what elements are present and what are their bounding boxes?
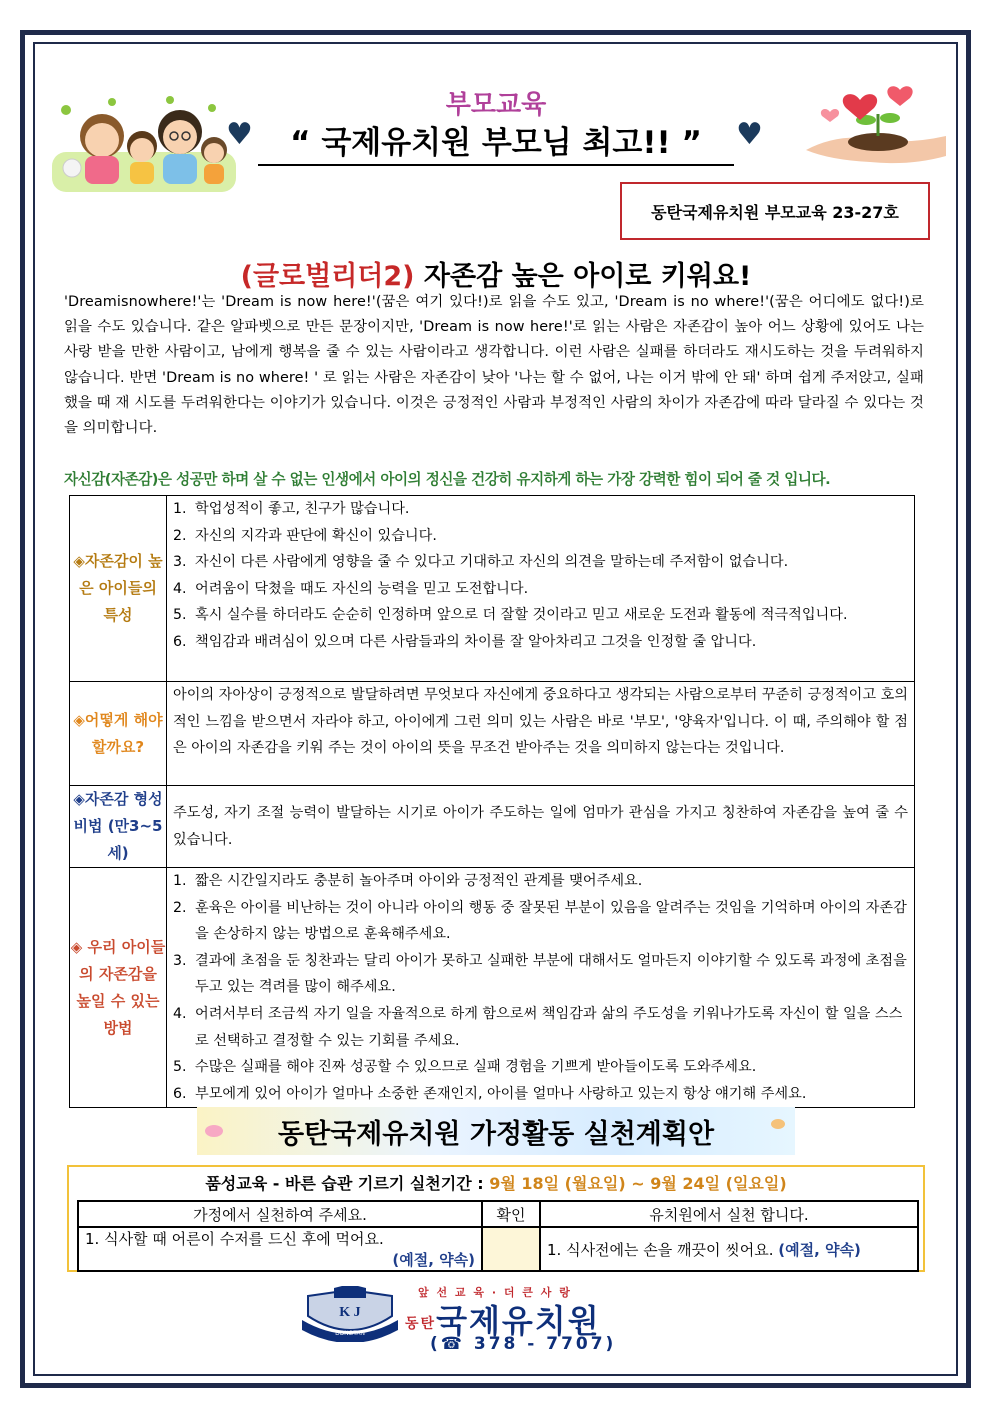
list-item: 1. 짧은 시간일지라도 충분히 놀아주며 아이와 긍정적인 관계를 맺어주세요. xyxy=(173,873,643,889)
table-row xyxy=(70,786,915,868)
home-practice-cell xyxy=(78,1227,482,1271)
issue-number-box xyxy=(620,182,930,240)
table-row xyxy=(70,682,915,786)
article-title-tag: (글로벌리더2) xyxy=(240,261,415,292)
svg-text:DONGTAN: DONGTAN xyxy=(335,1331,365,1337)
column-check: 확인 xyxy=(482,1201,540,1227)
home-practice-tag: (예절, 약속) xyxy=(392,1251,475,1269)
heart-icon: ♥ xyxy=(736,117,763,152)
list-item: 1. 학업성적이 좋고, 친구가 많습니다. xyxy=(173,501,410,517)
column-school: 유치원에서 실천 합니다. xyxy=(540,1201,918,1227)
school-practice-cell xyxy=(540,1227,918,1271)
header-title: “ 국제유치원 부모님 최고!! ” xyxy=(258,117,734,166)
footer-name-main: 국제유치원 xyxy=(436,1302,601,1340)
table-row xyxy=(78,1227,918,1271)
practice-box xyxy=(67,1165,925,1272)
practice-header xyxy=(69,1167,923,1194)
list-item: 5. 혹시 실수를 하더라도 순순히 인정하며 앞으로 더 잘할 것이라고 믿고 새로운 도전과 활동에 적극적입니다. xyxy=(173,607,848,624)
practice-period: 9월 18일 (월요일) ~ 9월 24일 (일요일) xyxy=(489,1174,787,1193)
row-label-what-to-do: ◈어떻게 해야 할까요? xyxy=(70,682,167,786)
methods-list xyxy=(173,868,908,1107)
footer-phone: (☎ 378 - 7707) xyxy=(430,1334,617,1354)
list-item: 2. 훈육은 아이를 비난하는 것이 아니라 아이의 행동 중 잘못된 부분이 있음을 알려주는 것임을 기억하며 아이의 자존감을 손상하지 않는 방법으로 훈육해주세요. xyxy=(173,899,907,943)
intro-paragraph: 'Dreamisnowhere!'는 'Dream is now here!'(꿈은 여기 있다!)로 읽을 수도 있고, 'Dream is no where!'(꿈은 어디에도 없다!)로 읽을 수도 있습니다. 같은 알파벳으로 만든 문장이지만, 'Dream is now here!'로 읽는 사람은 자존감이 높아 어느 상황에 있어도 나는 사랑 받을 만한 사람이고, 남에게 행복을 줄 수 있는 사람이라고 생각합니다. 이런 사람은 실패를 하더라도 재시도하는 것을 두려워하지 않습니다. 반면 'Dream is no where! ' 로 읽는 사람은 자존감이 낮아 '나는 할 수 없어, 나는 이거 밖에 안 돼' 하며 쉽게 주저앉고, 실패했을 때 재 시도를 두려워한다는 이야기가 있습니다. 이것은 긍정적인 사람과 부정적인 사람의 차이가 자존감에 따라 달라질 수 있다는 것을 의미합니다. xyxy=(64,294,924,437)
row-content-secret: 주도성, 자기 조절 능력이 발달하는 시기로 아이가 주도하는 일에 엄마가 관심을 가지고 칭찬하여 자존감을 높여 줄 수 있습니다. xyxy=(167,786,915,868)
table-row xyxy=(70,868,915,1108)
home-practice-item: 1. 식사할 때 어른이 수저를 드신 후에 먹어요. xyxy=(85,1230,384,1248)
list-item: 6. 책임감과 배려심이 있으며 다른 사람들과의 차이를 잘 알아차리고 그것을 인정할 줄 압니다. xyxy=(173,633,757,650)
petal-decoration xyxy=(771,1119,785,1129)
issue-number: 동탄국제유치원 부모교육 23-27호 xyxy=(651,202,899,222)
row-label-secret: ◈자존감 형성 비법 (만3~5세) xyxy=(70,786,167,868)
list-item: 4. 어려움이 닥쳤을 때도 자신의 능력을 믿고 도전합니다. xyxy=(173,580,529,597)
row-content-characteristics xyxy=(167,496,915,682)
column-home: 가정에서 실천하여 주세요. xyxy=(78,1201,482,1227)
heart-icon: ♥ xyxy=(226,117,253,152)
self-esteem-table xyxy=(69,495,915,1108)
header-banner xyxy=(0,117,992,161)
list-item: 2. 자신의 지각과 판단에 확신이 있습니다. xyxy=(173,527,437,544)
row-content-methods xyxy=(167,868,915,1108)
emphasis-line: 자신감(자존감)은 성공만 하며 살 수 없는 인생에서 아이의 정신을 건강히 유지하게 하는 가장 강력한 힘이 되어 줄 것 입니다. xyxy=(64,471,831,488)
kicker-parent-education: 부모교육 xyxy=(445,90,547,120)
row-label-methods: ◈ 우리 아이들의 자존감을 높일 수 있는 방법 xyxy=(70,868,167,1108)
school-practice-item: 1. 식사전에는 손을 깨끗이 씻어요. xyxy=(547,1240,779,1259)
article-title-main: 자존감 높은 아이로 키워요! xyxy=(414,261,752,292)
practice-table xyxy=(77,1200,919,1272)
list-item: 3. 결과에 초점을 둔 칭찬과는 달리 아이가 못하고 실패한 부분에 대해서도 얼마든지 이야기할 수 있도록 과정에 초점을 두고 있는 격려를 많이 해주세요. xyxy=(173,952,907,996)
list-item: 6. 부모에게 있어 아이가 얼마나 소중한 존재인지, 아이를 얼마나 사랑하고 있는지 항상 얘기해 주세요. xyxy=(173,1085,807,1102)
table-row xyxy=(78,1201,918,1227)
list-item: 3. 자신이 다른 사람에게 영향을 줄 수 있다고 기대하고 자신의 의견을 말하는데 주저함이 없습니다. xyxy=(173,554,789,571)
practice-label: 품성교육 - 바른 습관 기르기 실천기간 : xyxy=(205,1174,490,1193)
petal-decoration xyxy=(205,1125,223,1137)
footer-prefix: 동탄 xyxy=(405,1316,437,1332)
school-practice-tag: (예절, 약속) xyxy=(778,1240,861,1259)
svg-text:K J: K J xyxy=(339,1305,361,1320)
characteristics-list xyxy=(173,496,908,656)
confirm-checkbox-cell[interactable] xyxy=(482,1227,540,1271)
footer-slogan: 앞 선 교 육 · 더 큰 사 랑 xyxy=(418,1286,572,1299)
footer-logo xyxy=(300,1282,720,1362)
table-row xyxy=(70,496,915,682)
activity-plan-title: 동탄국제유치원 가정활동 실천계획안 xyxy=(277,1118,715,1150)
row-content-what-to-do: 아이의 자아상이 긍정적으로 발달하려면 무엇보다 자신에게 중요하다고 생각되는 사람으로부터 꾸준히 긍정적이고 호의적인 느낌을 받으면서 자라야 하고, 아이에게 그런 의미 있는 사람은 바로 '부모', '양육자'입니다. 이 때, 주의해야 할 점은 아이의 자존감을 키워 주는 것이 아이의 뜻을 무조건 받아주는 것을 의미하지 않는다는 것입니다. xyxy=(167,682,915,786)
article-title xyxy=(0,254,992,293)
activity-plan-banner xyxy=(197,1107,795,1155)
row-label-characteristics: ◈자존감이 높은 아이들의 특성 xyxy=(70,496,167,682)
list-item: 5. 수많은 실패를 해야 진짜 성공할 수 있으므로 실패 경험을 기쁘게 받아들이도록 도와주세요. xyxy=(173,1059,757,1076)
list-item: 4. 어려서부터 조금씩 자기 일을 자율적으로 하게 함으로써 책임감과 삶의 주도성을 키워나가도록 자신이 할 일을 스스로 선택하고 결정할 수 있는 기회를 주세요. xyxy=(173,1005,903,1049)
kindergarten-crest-icon xyxy=(300,1286,400,1342)
